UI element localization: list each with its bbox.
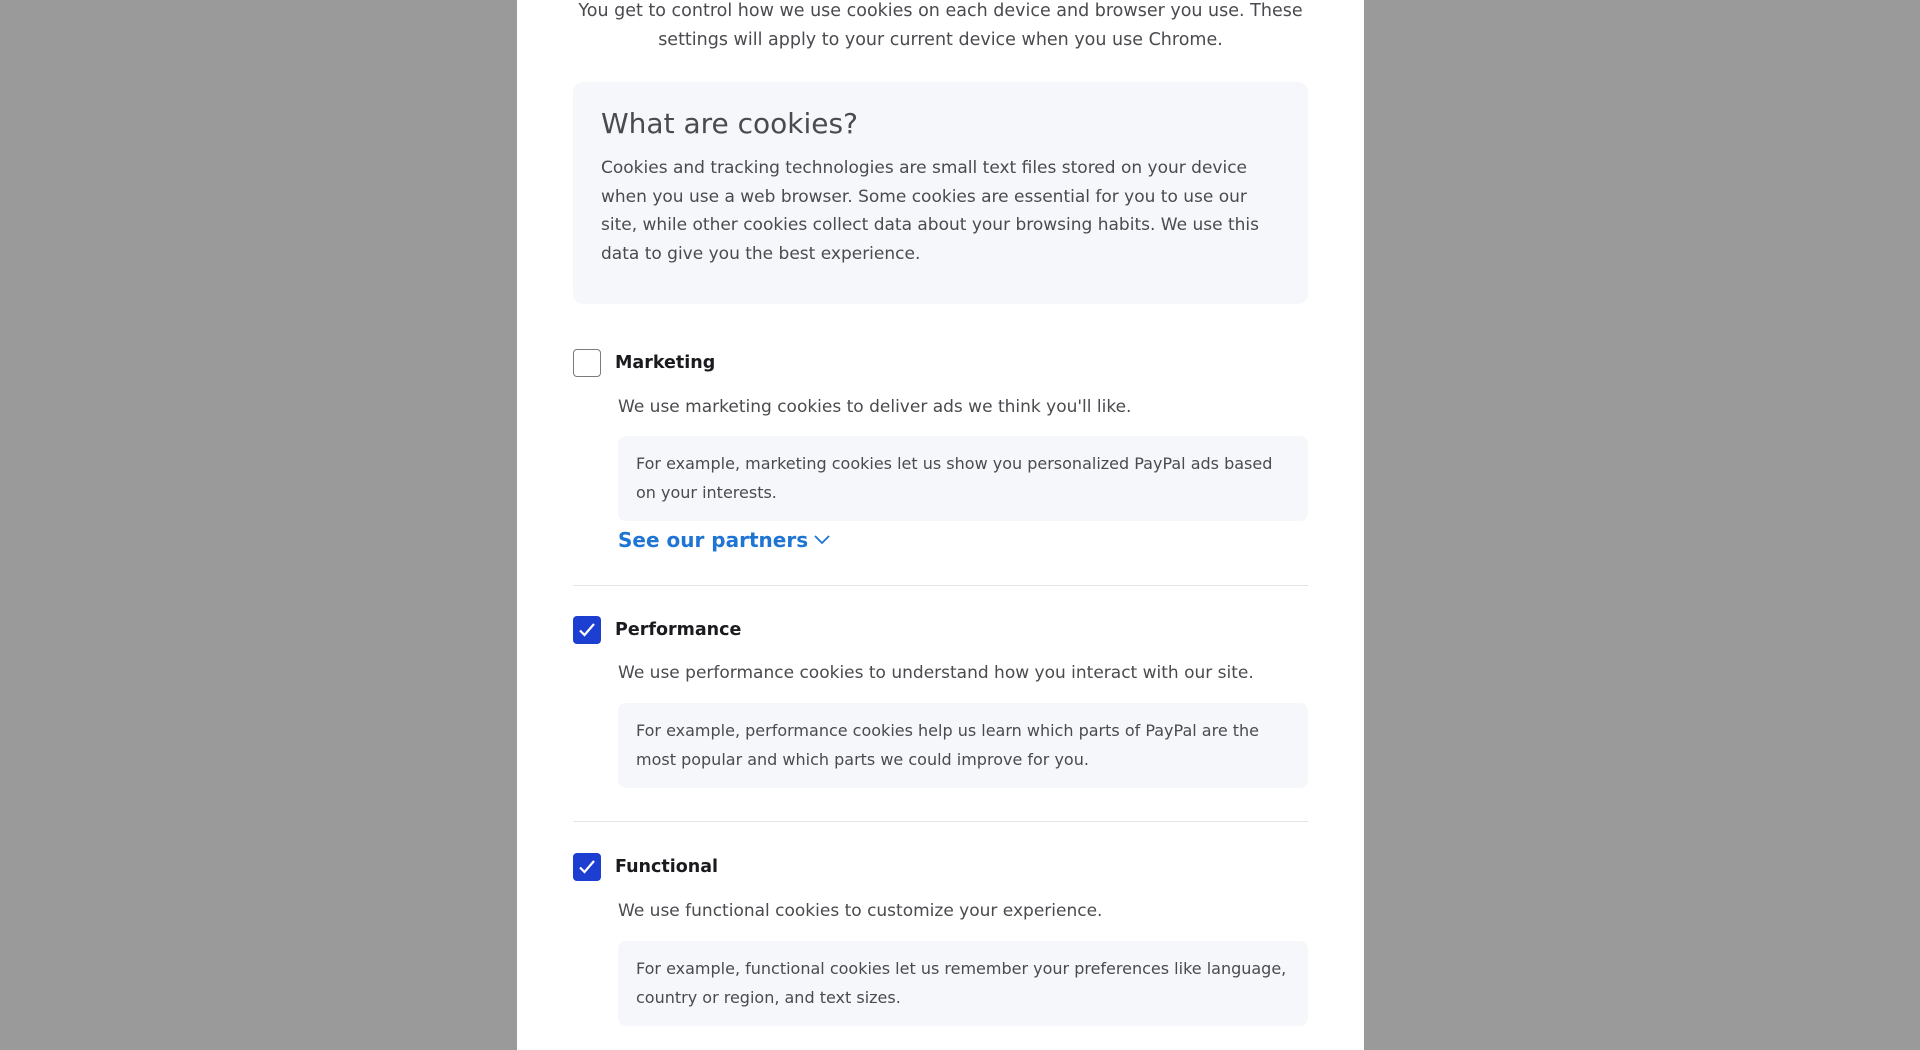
chevron-down-icon bbox=[814, 535, 830, 545]
what-are-cookies-text: Cookies and tracking technologies are small text files stored on your device when you use a web browser. Some cookies are essential for you to use our site, while other cookies collect data about your browsing habits. We use this data to give you the best experience. bbox=[601, 158, 1259, 264]
check-icon bbox=[578, 622, 596, 638]
functional-section bbox=[573, 852, 1308, 1007]
what-are-cookies-panel bbox=[573, 82, 1308, 304]
performance-checkbox[interactable] bbox=[573, 616, 601, 644]
marketing-checkbox-row[interactable] bbox=[573, 348, 1308, 378]
performance-checkbox-row[interactable] bbox=[573, 615, 1308, 645]
marketing-description: We use marketing cookies to deliver ads we think you'll like. bbox=[618, 397, 1132, 417]
performance-label[interactable]: Performance bbox=[615, 620, 742, 640]
functional-description: We use functional cookies to customize your experience. bbox=[618, 901, 1103, 921]
performance-section bbox=[573, 615, 1308, 769]
performance-description: We use performance cookies to understand how you interact with our site. bbox=[618, 663, 1254, 683]
see-our-partners-link[interactable] bbox=[618, 526, 830, 554]
functional-example: For example, functional cookies let us remember your preferences like language, country or region, and text sizes. bbox=[618, 941, 1308, 1026]
functional-checkbox-row[interactable] bbox=[573, 852, 1308, 882]
functional-label[interactable]: Functional bbox=[615, 857, 719, 877]
marketing-label[interactable]: Marketing bbox=[615, 353, 716, 373]
marketing-checkbox[interactable] bbox=[573, 349, 601, 377]
performance-example: For example, performance cookies help us learn which parts of PayPal are the most popular and which parts we could improve for you. bbox=[618, 703, 1308, 788]
marketing-example: For example, marketing cookies let us show you personalized PayPal ads based on your interests. bbox=[618, 436, 1308, 521]
what-are-cookies-title: What are cookies? bbox=[601, 107, 858, 140]
intro-line-1: You get to control how we use cookies on each device and browser you use. These bbox=[578, 1, 1303, 21]
intro-line-2: settings will apply to your current device when you use Chrome. bbox=[658, 29, 1223, 50]
intro-text bbox=[573, 0, 1308, 54]
divider-2 bbox=[573, 821, 1308, 822]
divider-1 bbox=[573, 585, 1308, 586]
marketing-section bbox=[573, 348, 1308, 552]
check-icon bbox=[578, 859, 596, 875]
see-our-partners-label[interactable]: See our partners bbox=[618, 528, 809, 552]
functional-checkbox[interactable] bbox=[573, 853, 601, 881]
cookie-settings-modal bbox=[517, 0, 1364, 1050]
